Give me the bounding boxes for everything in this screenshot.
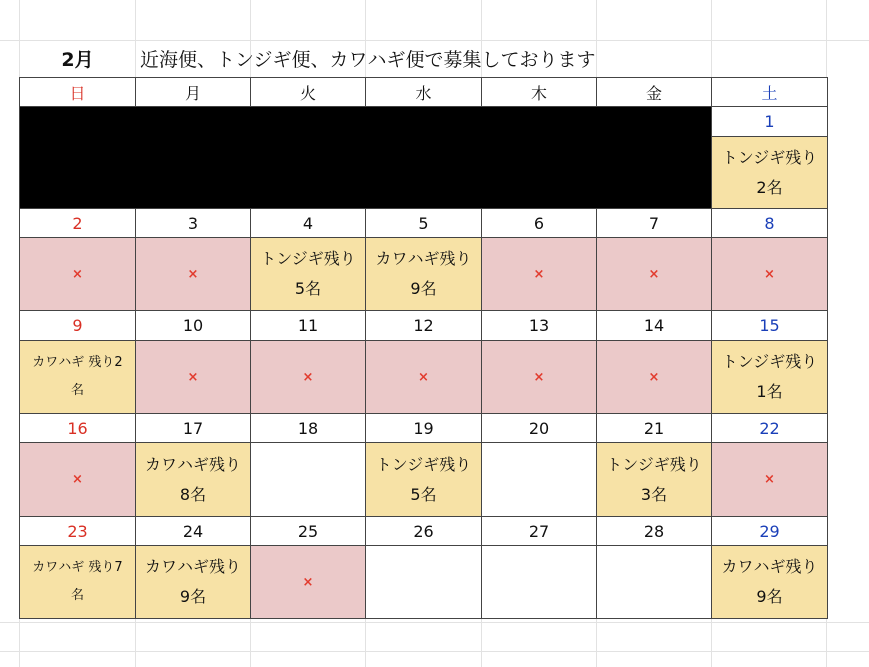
slot-available[interactable]: トンジギ残り3名 (597, 443, 712, 517)
date-cell[interactable]: 29 (712, 517, 828, 546)
slot-empty[interactable] (597, 546, 712, 619)
date-cell[interactable]: 26 (366, 517, 482, 546)
date-cell[interactable]: 11 (251, 311, 366, 341)
weekday-mon[interactable]: 月 (136, 78, 251, 107)
slot-available[interactable]: トンジギ残り2名 (712, 137, 828, 209)
date-cell[interactable]: 12 (366, 311, 482, 341)
slot-full[interactable] (597, 341, 712, 414)
slot-full[interactable] (366, 341, 482, 414)
x-mark-icon: × (302, 574, 314, 590)
slot-available[interactable]: カワハギ残り8名 (136, 443, 251, 517)
date-cell[interactable]: 20 (482, 414, 597, 443)
date-cell[interactable]: 24 (136, 517, 251, 546)
calendar-grid (19, 77, 828, 619)
date-cell[interactable]: 4 (251, 209, 366, 238)
x-mark-icon: × (72, 472, 83, 487)
slot-full[interactable] (251, 546, 366, 619)
x-mark-icon: × (187, 266, 199, 282)
date-cell[interactable]: 1 (712, 107, 828, 137)
slot-available[interactable]: カワハギ 残り7名 (20, 546, 136, 619)
date-cell[interactable]: 15 (712, 311, 828, 341)
slot-full[interactable] (712, 238, 828, 311)
slot-empty[interactable] (366, 546, 482, 619)
recruitment-notice[interactable]: 近海便、トンジギ便、カワハギ便で募集しております (140, 48, 596, 71)
date-cell[interactable]: 7 (597, 209, 712, 238)
weekday-sun[interactable]: 日 (20, 78, 136, 107)
x-mark-icon: × (533, 266, 545, 282)
slot-full[interactable] (20, 238, 136, 311)
slot-empty[interactable] (482, 546, 597, 619)
date-cell[interactable]: 13 (482, 311, 597, 341)
date-cell[interactable]: 18 (251, 414, 366, 443)
grid-row-line (0, 651, 869, 652)
x-mark-icon: × (764, 472, 775, 487)
slot-available[interactable]: カワハギ 残り2名 (20, 341, 136, 414)
date-cell[interactable]: 25 (251, 517, 366, 546)
date-cell[interactable]: 14 (597, 311, 712, 341)
x-mark-icon: × (187, 369, 199, 385)
x-mark-icon: × (764, 266, 775, 282)
x-mark-icon: × (418, 369, 429, 385)
weekday-tue[interactable]: 火 (251, 78, 366, 107)
date-cell[interactable]: 19 (366, 414, 482, 443)
x-mark-icon: × (533, 369, 545, 385)
x-mark-icon: × (72, 266, 83, 282)
date-cell[interactable]: 23 (20, 517, 136, 546)
slot-full[interactable] (136, 341, 251, 414)
date-cell[interactable]: 22 (712, 414, 828, 443)
weekday-sat[interactable]: 土 (712, 78, 828, 107)
slot-available[interactable]: トンジギ残り5名 (251, 238, 366, 311)
x-mark-icon: × (648, 266, 660, 282)
date-cell[interactable]: 2 (20, 209, 136, 238)
redacted-block (20, 107, 712, 209)
date-cell[interactable]: 9 (20, 311, 136, 341)
month-title[interactable]: 2月 (61, 48, 94, 71)
date-cell[interactable]: 6 (482, 209, 597, 238)
date-cell[interactable]: 21 (597, 414, 712, 443)
date-cell[interactable]: 17 (136, 414, 251, 443)
slot-available[interactable]: カワハギ残り9名 (712, 546, 828, 619)
x-mark-icon: × (648, 369, 660, 385)
slot-full[interactable] (136, 238, 251, 311)
slot-full[interactable] (482, 341, 597, 414)
weekday-thu[interactable]: 木 (482, 78, 597, 107)
slot-empty[interactable] (251, 443, 366, 517)
slot-full[interactable] (482, 238, 597, 311)
slot-available[interactable]: カワハギ残り9名 (136, 546, 251, 619)
grid-row-line (0, 622, 869, 623)
slot-full[interactable] (712, 443, 828, 517)
date-cell[interactable]: 10 (136, 311, 251, 341)
slot-empty[interactable] (482, 443, 597, 517)
x-mark-icon: × (302, 369, 314, 385)
slot-full[interactable] (20, 443, 136, 517)
date-cell[interactable]: 8 (712, 209, 828, 238)
date-cell[interactable]: 28 (597, 517, 712, 546)
date-cell[interactable]: 27 (482, 517, 597, 546)
slot-available[interactable]: トンジギ残り1名 (712, 341, 828, 414)
slot-available[interactable]: カワハギ残り9名 (366, 238, 482, 311)
slot-full[interactable] (597, 238, 712, 311)
date-cell[interactable]: 5 (366, 209, 482, 238)
weekday-fri[interactable]: 金 (597, 78, 712, 107)
slot-full[interactable] (251, 341, 366, 414)
weekday-wed[interactable]: 水 (366, 78, 482, 107)
slot-available[interactable]: トンジギ残り5名 (366, 443, 482, 517)
date-cell[interactable]: 16 (20, 414, 136, 443)
date-cell[interactable]: 3 (136, 209, 251, 238)
